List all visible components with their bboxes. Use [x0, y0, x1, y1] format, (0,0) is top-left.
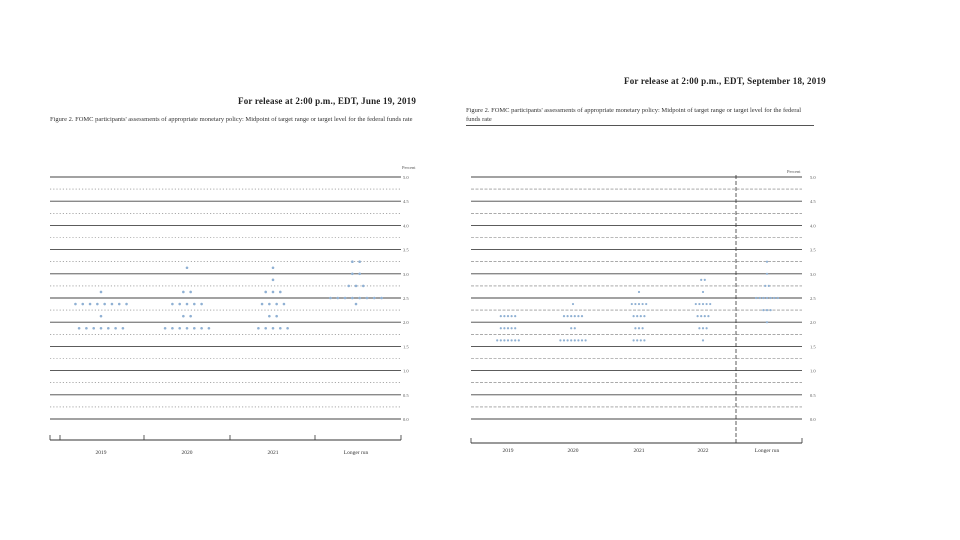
data-point-dot [634, 303, 636, 305]
release-text-june: For release at 2:00 p.m., EDT, June 19, 2019 [238, 96, 417, 106]
data-point-dot [514, 327, 516, 329]
x-category-label: 2021 [267, 450, 279, 456]
y-tick-label: 2.0 [403, 320, 409, 326]
data-point-dot [636, 339, 638, 341]
data-point-dot [709, 303, 711, 305]
data-point-dot [766, 273, 768, 275]
y-tick-label: 3.0 [810, 271, 816, 277]
y-tick-label: 1.5 [403, 344, 409, 350]
data-point-dot [700, 315, 702, 317]
data-point-dot [764, 285, 766, 287]
y-tick-label: 0.0 [810, 417, 816, 422]
figure-caption-june: Figure 2. FOMC participants' assessments of appropriate monetary policy: Midpoint of target range or target level for the federal funds rate [50, 116, 413, 123]
x-category-label: 2020 [181, 450, 193, 456]
data-point-dot [777, 297, 779, 299]
data-point-dot [698, 327, 700, 329]
data-point-dot [570, 315, 572, 317]
x-category-label: 2022 [697, 448, 709, 454]
data-point-dot [638, 327, 640, 329]
y-tick-label: 3.0 [403, 271, 409, 277]
data-point-dot [514, 339, 516, 341]
data-point-dot [770, 297, 772, 299]
data-point-dot [503, 339, 505, 341]
data-point-dot [697, 315, 699, 317]
data-point-dot [766, 261, 768, 263]
data-point-dot [574, 327, 576, 329]
data-point-dot [634, 327, 636, 329]
y-tick-label: 4.5 [810, 199, 816, 205]
x-category-label: Longer run [343, 450, 369, 456]
data-point-dot [768, 285, 770, 287]
data-point-dot [574, 315, 576, 317]
unit-label: Percent [787, 169, 801, 174]
data-point-dot [704, 315, 706, 317]
y-tick-label: 2.0 [810, 320, 816, 326]
x-category-label: 2021 [633, 448, 645, 454]
data-point-dot [702, 291, 704, 293]
data-point-dot [514, 315, 516, 317]
data-point-dot [706, 327, 708, 329]
data-point-dot [762, 309, 764, 311]
data-point-dot [645, 303, 647, 305]
y-tick-label: 0.5 [403, 392, 409, 398]
data-point-dot [636, 315, 638, 317]
data-point-dot [695, 303, 697, 305]
data-point-dot [633, 315, 635, 317]
data-point-dot [700, 279, 702, 281]
x-category-label: Longer run [754, 448, 780, 454]
data-point-dot [640, 339, 642, 341]
y-tick-label: 2.5 [810, 296, 816, 301]
data-point-dot [511, 327, 513, 329]
data-point-dot [503, 315, 505, 317]
data-point-dot [643, 315, 645, 317]
data-point-dot [707, 315, 709, 317]
data-point-dot [698, 303, 700, 305]
data-point-dot [773, 297, 775, 299]
data-point-dot [766, 309, 768, 311]
figure-caption-september: Figure 2. FOMC participants' assessments of appropriate monetary policy: Midpoint of target range or target level for the federal funds rate [466, 106, 814, 126]
data-point-dot [770, 309, 772, 311]
data-point-dot [570, 327, 572, 329]
data-point-dot [638, 291, 640, 293]
data-point-dot [507, 327, 509, 329]
data-point-dot [581, 315, 583, 317]
y-tick-label: 1.5 [810, 344, 816, 350]
data-point-dot [500, 315, 502, 317]
y-tick-label: 1.0 [403, 368, 409, 374]
y-tick-label: 0.5 [810, 392, 816, 398]
data-point-dot [702, 327, 704, 329]
data-point-dot [507, 339, 509, 341]
y-tick-label: 3.5 [810, 247, 816, 253]
unit-label: Percent [402, 165, 416, 170]
data-point-dot [577, 339, 579, 341]
data-point-dot [572, 303, 574, 305]
data-point-dot [511, 315, 513, 317]
data-point-dot [500, 327, 502, 329]
data-point-dot [755, 297, 757, 299]
y-tick-label: 3.5 [403, 247, 409, 253]
data-point-dot [503, 327, 505, 329]
data-point-dot [643, 339, 645, 341]
y-tick-label: 4.5 [403, 199, 409, 205]
data-point-dot [563, 339, 565, 341]
data-point-dot [702, 303, 704, 305]
x-category-label: 2019 [502, 448, 514, 454]
data-point-dot [577, 315, 579, 317]
data-point-dot [496, 339, 498, 341]
data-point-dot [574, 339, 576, 341]
y-tick-label: 1.0 [810, 368, 816, 374]
data-point-dot [507, 315, 509, 317]
data-point-dot [642, 303, 644, 305]
data-point-dot [633, 339, 635, 341]
y-tick-label: 2.5 [403, 296, 409, 301]
data-point-dot [585, 339, 587, 341]
data-point-dot [570, 339, 572, 341]
data-point-dot [567, 339, 569, 341]
y-tick-label: 5.0 [810, 175, 816, 180]
data-point-dot [638, 303, 640, 305]
data-point-dot [563, 315, 565, 317]
data-point-dot [702, 339, 704, 341]
y-tick-label: 4.0 [403, 223, 409, 229]
data-point-dot [500, 339, 502, 341]
data-point-dot [631, 303, 633, 305]
data-point-dot [518, 339, 520, 341]
x-category-label: 2019 [95, 450, 107, 456]
data-point-dot [766, 297, 768, 299]
y-tick-label: 0.0 [403, 417, 409, 422]
data-point-dot [581, 339, 583, 341]
data-point-dot [567, 315, 569, 317]
data-point-dot [640, 315, 642, 317]
y-tick-label: 4.0 [810, 223, 816, 229]
data-point-dot [759, 297, 761, 299]
data-point-dot [559, 339, 561, 341]
release-text-september: For release at 2:00 p.m., EDT, September 18, 2019 [624, 76, 826, 86]
data-point-dot [706, 303, 708, 305]
data-point-dot [642, 327, 644, 329]
data-point-dot [762, 297, 764, 299]
data-point-dot [511, 339, 513, 341]
data-point-dot [766, 321, 768, 323]
data-point-dot [704, 279, 706, 281]
x-category-label: 2020 [567, 448, 579, 454]
y-tick-label: 5.0 [403, 175, 409, 180]
